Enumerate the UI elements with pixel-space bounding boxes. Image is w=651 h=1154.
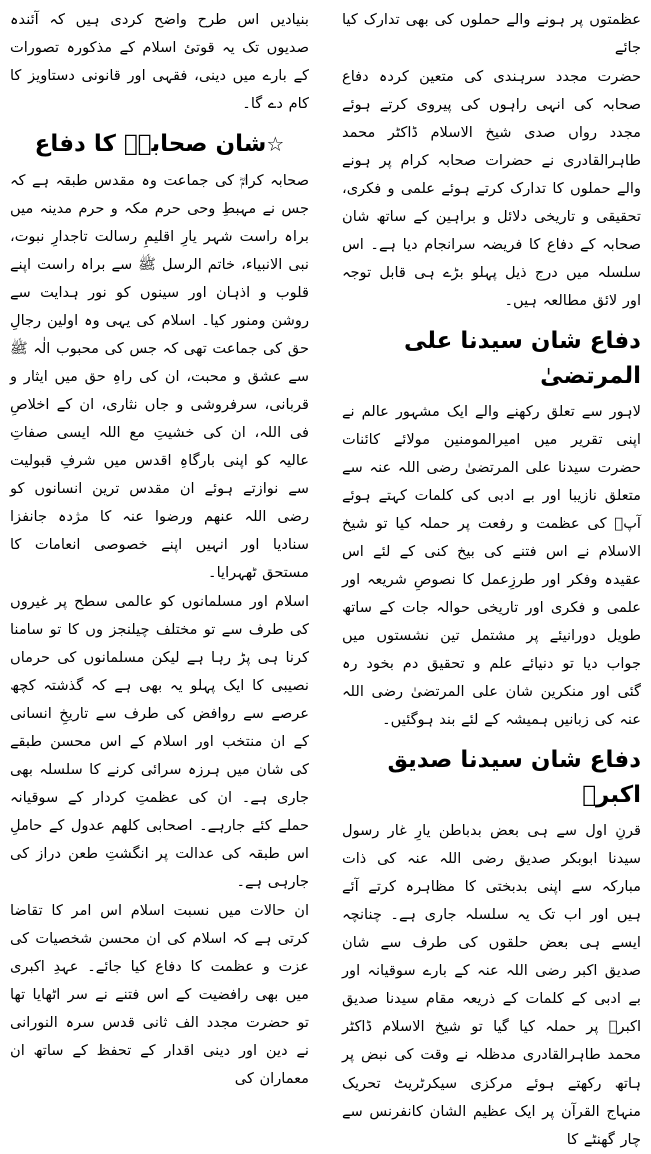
left-col-paragraph-3: اسلام اور مسلمانوں کو عالمی سطح پر غیروں کی طرف سے تو مختلف چیلنجز وں کا تو سامنا کرنا ہی پڑ رہا ہے لیکن مسلمانوں کی حرماں نصیبی کا ایک پہلو یہ بھی ہے کہ گذشتہ کچھ عرصے سے روافض کی طرف سے تاریخِ انسانی کے ان منتخب اور اسلام کے اس محسن طبقے کی شان میں ہرزہ سرائی کرنے کا سلسلہ بھی جاری ہے۔ ان کی عظمتِ کردار کے سوقیانہ حملے کئے جارہے۔ اصحابی کلھم عدول کے حاملِ اس طبقہ کی عدالت پر انگشتِ طعن دراز کی جارہی ہے۔ bbox=[9, 592, 309, 890]
two-column-layout bbox=[9, 6, 641, 1148]
right-col-paragraph-1: عظمتوں پر ہونے والے حملوں کی بھی تدارک کیا جائے bbox=[341, 11, 641, 57]
left-column bbox=[9, 6, 309, 1088]
right-col-paragraph-2: حضرت مجدد سرہندی کی متعین کردہ دفاع صحابہ کی انہی راہوں کی پیروی کرتے ہوئے مجدد رواں صدی شیخ الاسلام ڈاکٹر محمد طاہرالقادری نے حضرات صحابہ کرام پر ہونے والے حملوں کا تدارک کرتے ہوئے علمی و فکری، تحقیقی و تاریخی دلائل و براہین کے ساتھ شان صحابہ کے دفاع کا فریضہ سرانجام دیا ہے۔ اس سلسلہ میں درج ذیل پہلو بڑے ہی قابل توجہ اور لائق مطالعہ ہیں۔ bbox=[341, 68, 641, 310]
right-col-heading-2: دفاع شان سیدنا صدیق اکبرؓ bbox=[387, 747, 641, 808]
right-col-paragraph-3: لاہور سے تعلق رکھنے والے ایک مشہور عالم نے اپنی تقریر میں امیرالمومنین مولائے کائنات حضرت سیدنا علی المرتضیٰ رضی اللہ عنہ سے متعلق نازیبا اور بے ادبی کی کلمات کہتے ہوئے آپؓ کی عظمت و رفعت پر حملہ کیا تو شیخ الاسلام نے اس فتنے کی بیخ کنی کے لئے اس عقیدہ وفکر اور طرزِعمل کا نصوصِ شریعہ اور علمی و فکری اور تاریخی حوالہ جات کے ساتھ طویل دورانیئے پر مشتمل تین نشستوں میں جواب دیا تو دنیائے علم و تحقیق دم بخود رہ گئی اور منکرین شان علی المرتضیٰ رضی اللہ عنہ کی زبانیں ہمیشہ کے لئے بند ہوگئیں۔ bbox=[341, 403, 641, 729]
left-col-heading-1-text: شان صحابہؓ کا دفاع bbox=[34, 131, 267, 158]
right-column bbox=[341, 6, 641, 1148]
star-icon: ☆ bbox=[266, 132, 285, 157]
left-col-heading-1 bbox=[10, 127, 309, 162]
right-col-heading-1: دفاع شان سیدنا علی المرتضیٰ bbox=[403, 328, 641, 389]
right-col-paragraph-4: قرنِ اول سے ہی بعض بدباطن یارِ غار رسول سیدنا ابوبکر صدیق رضی اللہ عنہ کی ذات مبارکہ سے اپنی بدبختی کا مظاہرہ کرتے آئے ہیں اور اب تک یہ سلسلہ جاری ہے۔ چنانچہ ایسے ہی بعض حلقوں کی طرف سے شان صدیق اکبر رضی اللہ عنہ کے بارے سوقیانہ اور بے ادبی کے کلمات کے ذریعہ مقام سیدنا صدیق اکبرؓ پر حملہ کیا گیا تو شیخ الاسلام ڈاکٹر محمد طاہرالقادری مدظلہ نے وقت کی نبض پر ہاتھ رکھتے ہوئے مرکزی سیکرٹریٹ تحریک منہاج القرآن پر ایک عظیم الشان کانفرنس سے چار گھنٹے کا bbox=[341, 822, 641, 1148]
left-col-paragraph-1: بنیادیں اس طرح واضح کردی ہیں کہ آئندہ صدیوں تک یہ قوتیٔ اسلام کے مذکورہ تصورات کے بارے میں دینی، فقہی اور قانونی دستاویز کا کام دے گا۔ bbox=[9, 11, 309, 113]
column-divider bbox=[325, 6, 326, 1022]
left-col-paragraph-2: صحابہ کرامؓ کی جماعت وہ مقدس طبقہ ہے کہ جس نے مہبطِ وحی حرم مکہ و حرم مدینہ میں براہ راست شہر یارِ اقلیمِ رسالت تاجدارِ نبوت، نبی الانبیاء، خاتم الرسل ﷺ سے براہ راست اپنے قلوب و اذہان اور سینوں کو نور ہدایت سے روشن ومنور کیا۔ اسلام کی یہی وہ اولین رجالِ حق کی جماعت تھی کہ جس کی محبوب الٰہ ﷺ سے عشق و محبت، ان کی راہِ حق میں ایثار و قربانی، سرفروشی و جاں نثاری، ان کے اخلاصِ فی اللہ، ان کی خشیتِ مع اللہ ایسی صفاتِ عالیہ کو اپنی بارگاہِ اقدس میں شرفِ قبولیت سے نوازتے ہوئے ان مقدس ترین انسانوں کو رضی اللہ عنھم ورضوا عنہ کا مژدہ جانفزا سنادیا اور انہیں اپنے خصوصی انعامات کا مستحق ٹھہرایا۔ bbox=[9, 171, 309, 581]
left-col-paragraph-4: ان حالات میں نسبت اسلام اس امر کا تقاضا کرتی ہے کہ اسلام کی ان محسن شخصیات کی عزت و عظمت کا دفاع کیا جائے۔ عہدِ اکبری میں بھی رافضیت کے اس فتنے نے سر اٹھایا تھا تو حضرت مجدد الف ثانی قدس سرہ النورانی نے دین اور دینی اقدار کے تحفظ کے ساتھ ان معماران کی bbox=[9, 901, 309, 1088]
